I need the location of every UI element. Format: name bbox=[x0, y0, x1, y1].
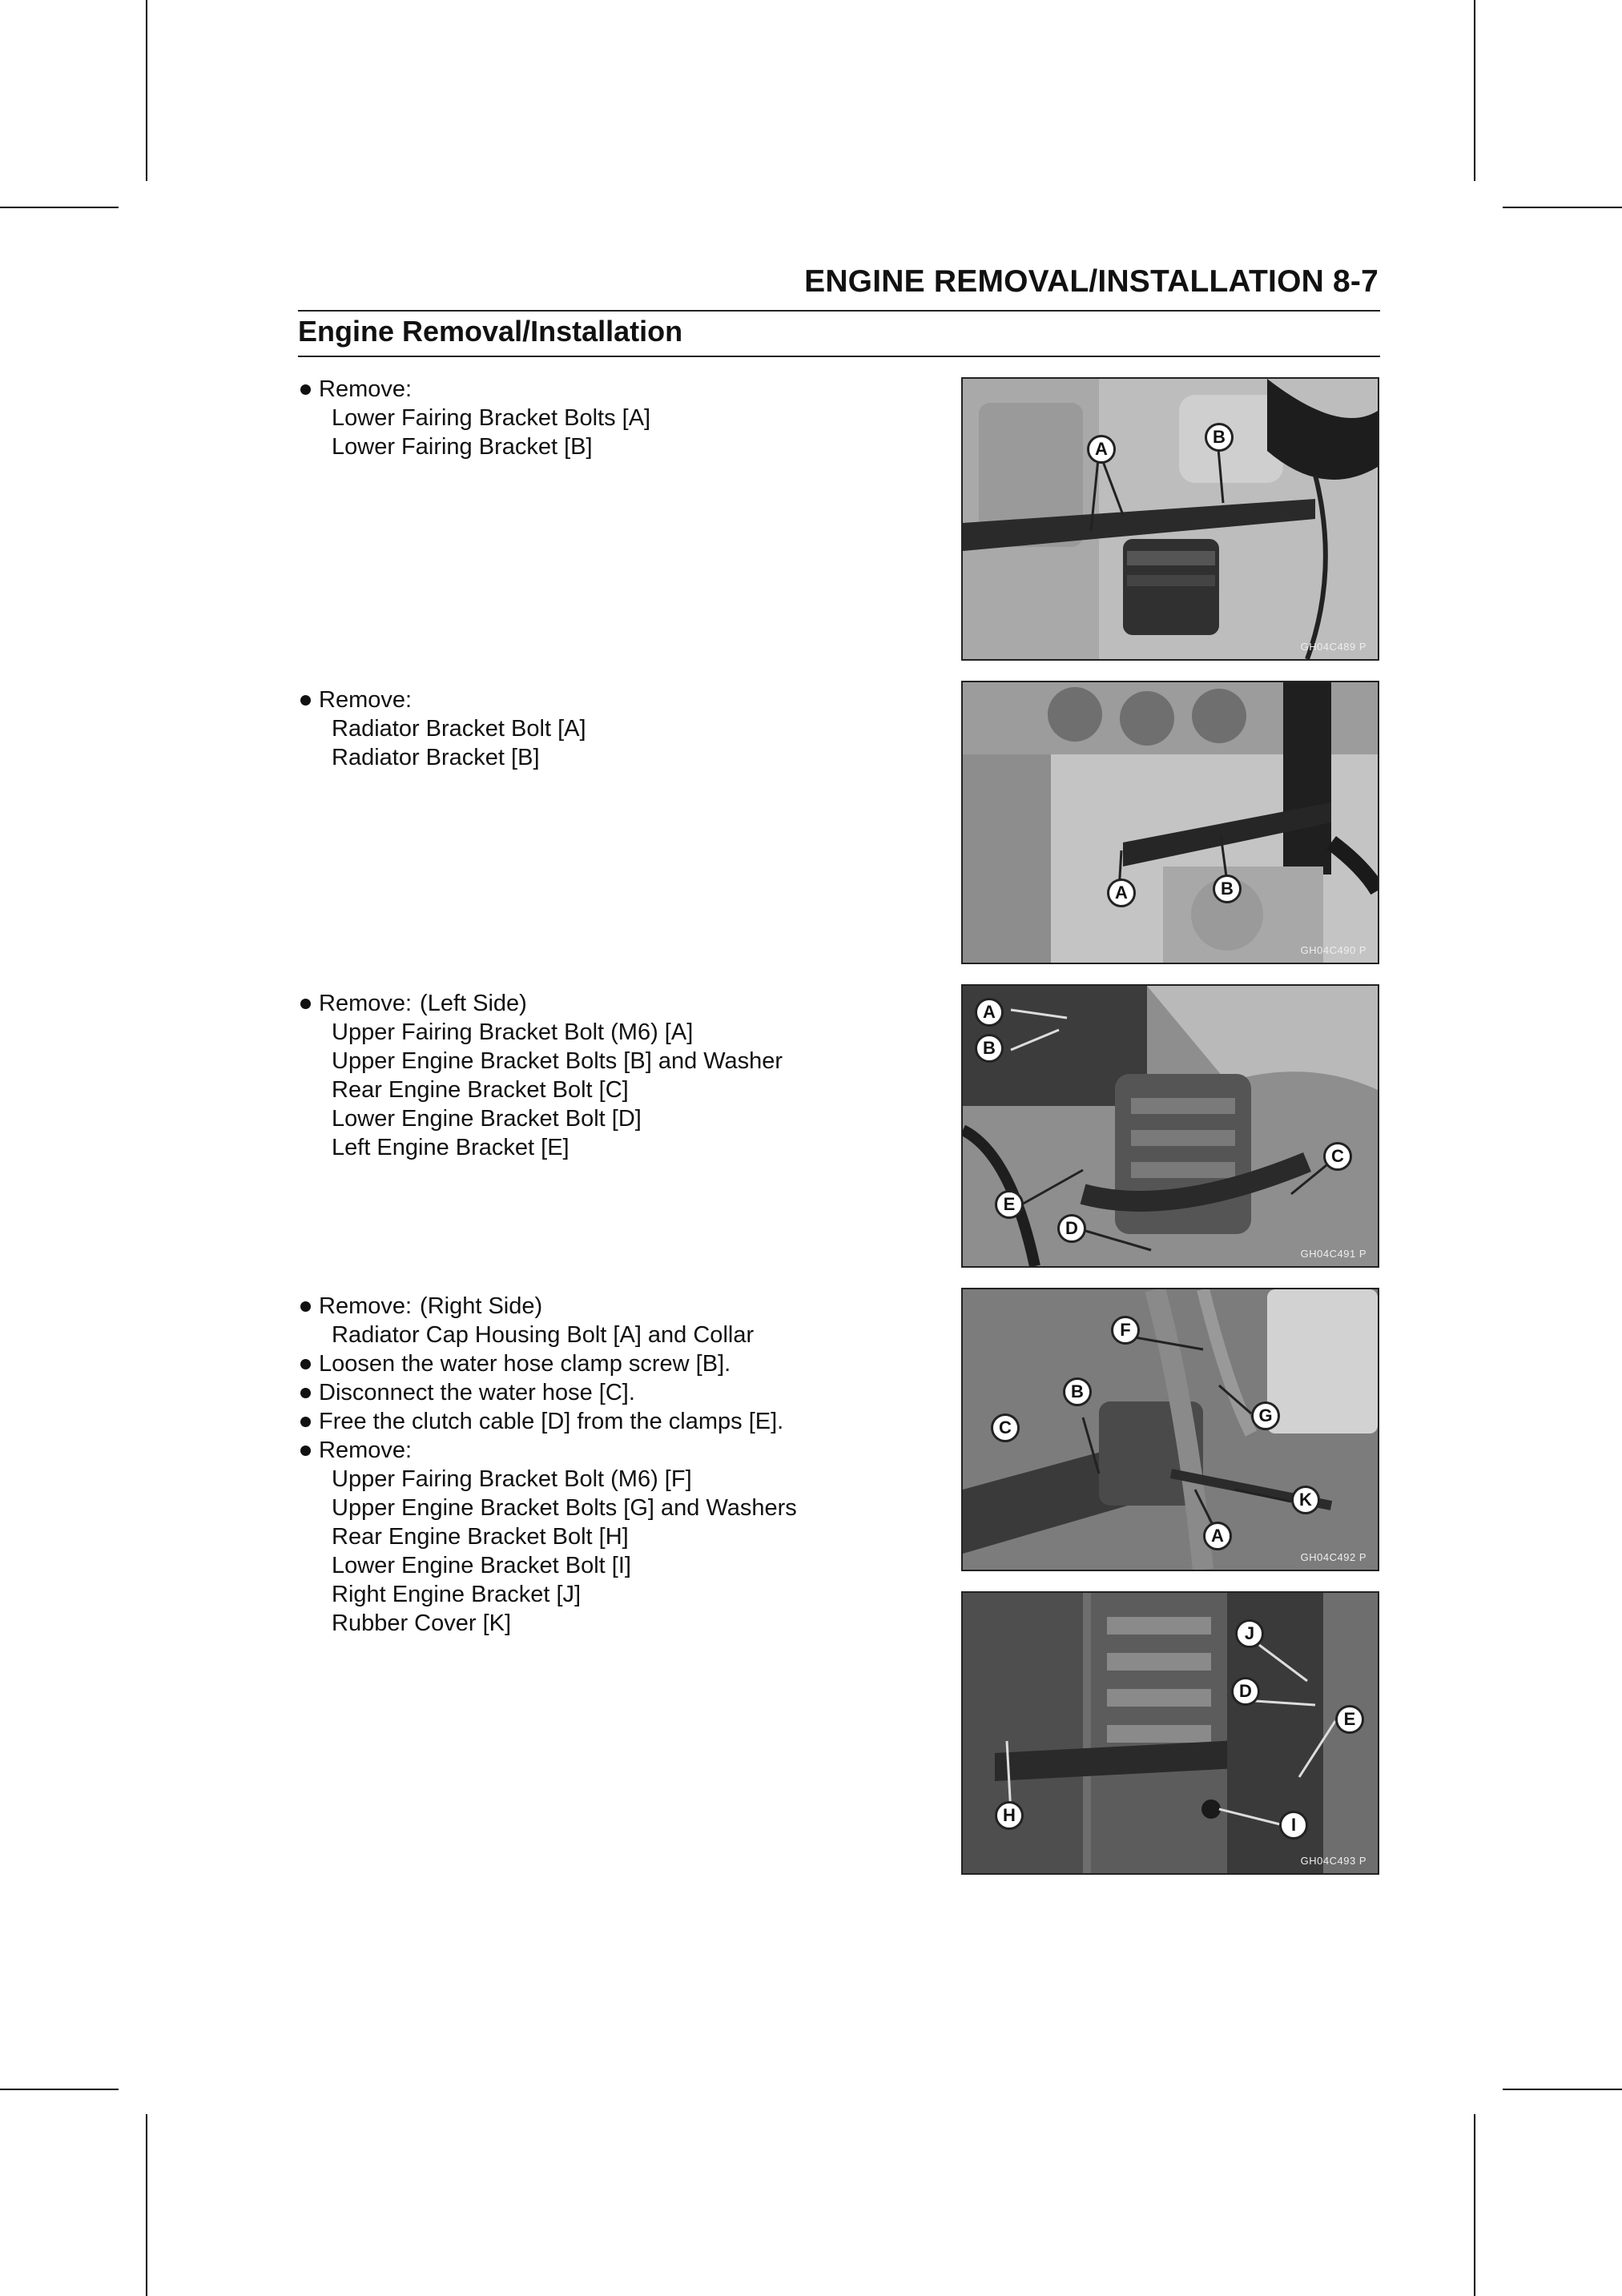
engine-photo-image bbox=[963, 1593, 1378, 1873]
sub-line: Lower Engine Bracket Bolt [I] bbox=[332, 1553, 631, 1578]
sub-line: Upper Engine Bracket Bolts [B] and Washer bbox=[332, 1048, 783, 1074]
callout-label: D bbox=[1231, 1677, 1260, 1706]
figure-code: GH04C490 P bbox=[1300, 944, 1366, 956]
callout-label: I bbox=[1279, 1811, 1308, 1840]
sub-line: Left Engine Bracket [E] bbox=[332, 1135, 570, 1160]
step-block bbox=[298, 989, 891, 1162]
figure-code: GH04C493 P bbox=[1300, 1855, 1366, 1867]
page-header-title: ENGINE REMOVAL/INSTALLATION 8-7 bbox=[804, 264, 1378, 299]
figure-photo bbox=[961, 1591, 1379, 1875]
callout-label: B bbox=[1063, 1377, 1092, 1406]
callout-label: C bbox=[1323, 1142, 1352, 1171]
callout-label: G bbox=[1251, 1401, 1280, 1430]
crop-mark bbox=[1503, 207, 1622, 208]
bullet-line: Free the clutch cable [D] from the clamps [E]. bbox=[298, 1407, 891, 1436]
figure-photo bbox=[961, 377, 1379, 661]
sub-line: Lower Fairing Bracket [B] bbox=[332, 434, 593, 460]
crop-mark bbox=[146, 0, 147, 181]
sub-line: Right Engine Bracket [J] bbox=[332, 1582, 582, 1607]
figure-code: GH04C492 P bbox=[1300, 1551, 1366, 1563]
engine-photo-image bbox=[963, 682, 1378, 963]
sub-line: Radiator Bracket [B] bbox=[332, 745, 540, 770]
crop-mark bbox=[1474, 2114, 1475, 2296]
step-block bbox=[298, 375, 891, 461]
callout-label: A bbox=[975, 998, 1004, 1027]
bullet-line: Remove: (Left Side) bbox=[298, 989, 891, 1018]
crop-mark bbox=[146, 2114, 147, 2296]
figure-code: GH04C489 P bbox=[1300, 641, 1366, 653]
sub-line: Rear Engine Bracket Bolt [H] bbox=[332, 1524, 629, 1550]
engine-photo-image bbox=[963, 379, 1378, 659]
bullet-line: Remove: bbox=[298, 686, 891, 714]
figure-photo bbox=[961, 681, 1379, 964]
bullet-line: Loosen the water hose clamp screw [B]. bbox=[298, 1349, 891, 1378]
bullet-line: Remove: bbox=[298, 1436, 891, 1465]
callout-label: C bbox=[991, 1413, 1020, 1442]
crop-mark bbox=[1503, 2089, 1622, 2090]
callout-label: J bbox=[1235, 1619, 1264, 1648]
figure-photo bbox=[961, 1288, 1379, 1571]
header-rule bbox=[298, 310, 1380, 312]
bullet-line: Disconnect the water hose [C]. bbox=[298, 1378, 891, 1407]
sub-line: Lower Fairing Bracket Bolts [A] bbox=[332, 405, 651, 431]
callout-label: D bbox=[1057, 1214, 1086, 1243]
section-rule bbox=[298, 356, 1380, 357]
sub-line: Rear Engine Bracket Bolt [C] bbox=[332, 1077, 629, 1103]
sub-line: Upper Fairing Bracket Bolt (M6) [A] bbox=[332, 1019, 694, 1045]
callout-label: F bbox=[1111, 1316, 1140, 1345]
callout-label: E bbox=[1335, 1705, 1364, 1734]
callout-label: A bbox=[1107, 879, 1136, 907]
sub-line: Radiator Bracket Bolt [A] bbox=[332, 716, 586, 742]
callout-label: B bbox=[1213, 875, 1242, 903]
crop-mark bbox=[0, 2089, 119, 2090]
figure-code: GH04C491 P bbox=[1300, 1248, 1366, 1260]
section-title: Engine Removal/Installation bbox=[298, 315, 683, 348]
callout-label: K bbox=[1291, 1486, 1320, 1514]
step-block bbox=[298, 1292, 891, 1638]
sub-line: Rubber Cover [K] bbox=[332, 1610, 512, 1636]
callout-label: A bbox=[1203, 1522, 1232, 1550]
callout-label: B bbox=[975, 1034, 1004, 1063]
step-block bbox=[298, 686, 891, 772]
sub-line: Upper Fairing Bracket Bolt (M6) [F] bbox=[332, 1466, 692, 1492]
figure-photo bbox=[961, 984, 1379, 1268]
engine-photo-image bbox=[963, 986, 1378, 1266]
sub-line: Lower Engine Bracket Bolt [D] bbox=[332, 1106, 642, 1132]
bullet-line: Remove: (Right Side) bbox=[298, 1292, 891, 1321]
callout-label: A bbox=[1087, 435, 1116, 464]
sub-line: Upper Engine Bracket Bolts [G] and Washers bbox=[332, 1495, 797, 1521]
callout-label: H bbox=[995, 1801, 1024, 1830]
engine-photo-image bbox=[963, 1289, 1378, 1570]
bullet-line: Remove: bbox=[298, 375, 891, 404]
sub-line: Radiator Cap Housing Bolt [A] and Collar bbox=[332, 1322, 755, 1348]
callout-label: B bbox=[1205, 423, 1234, 452]
crop-mark bbox=[1474, 0, 1475, 181]
callout-label: E bbox=[995, 1190, 1024, 1219]
crop-mark bbox=[0, 207, 119, 208]
